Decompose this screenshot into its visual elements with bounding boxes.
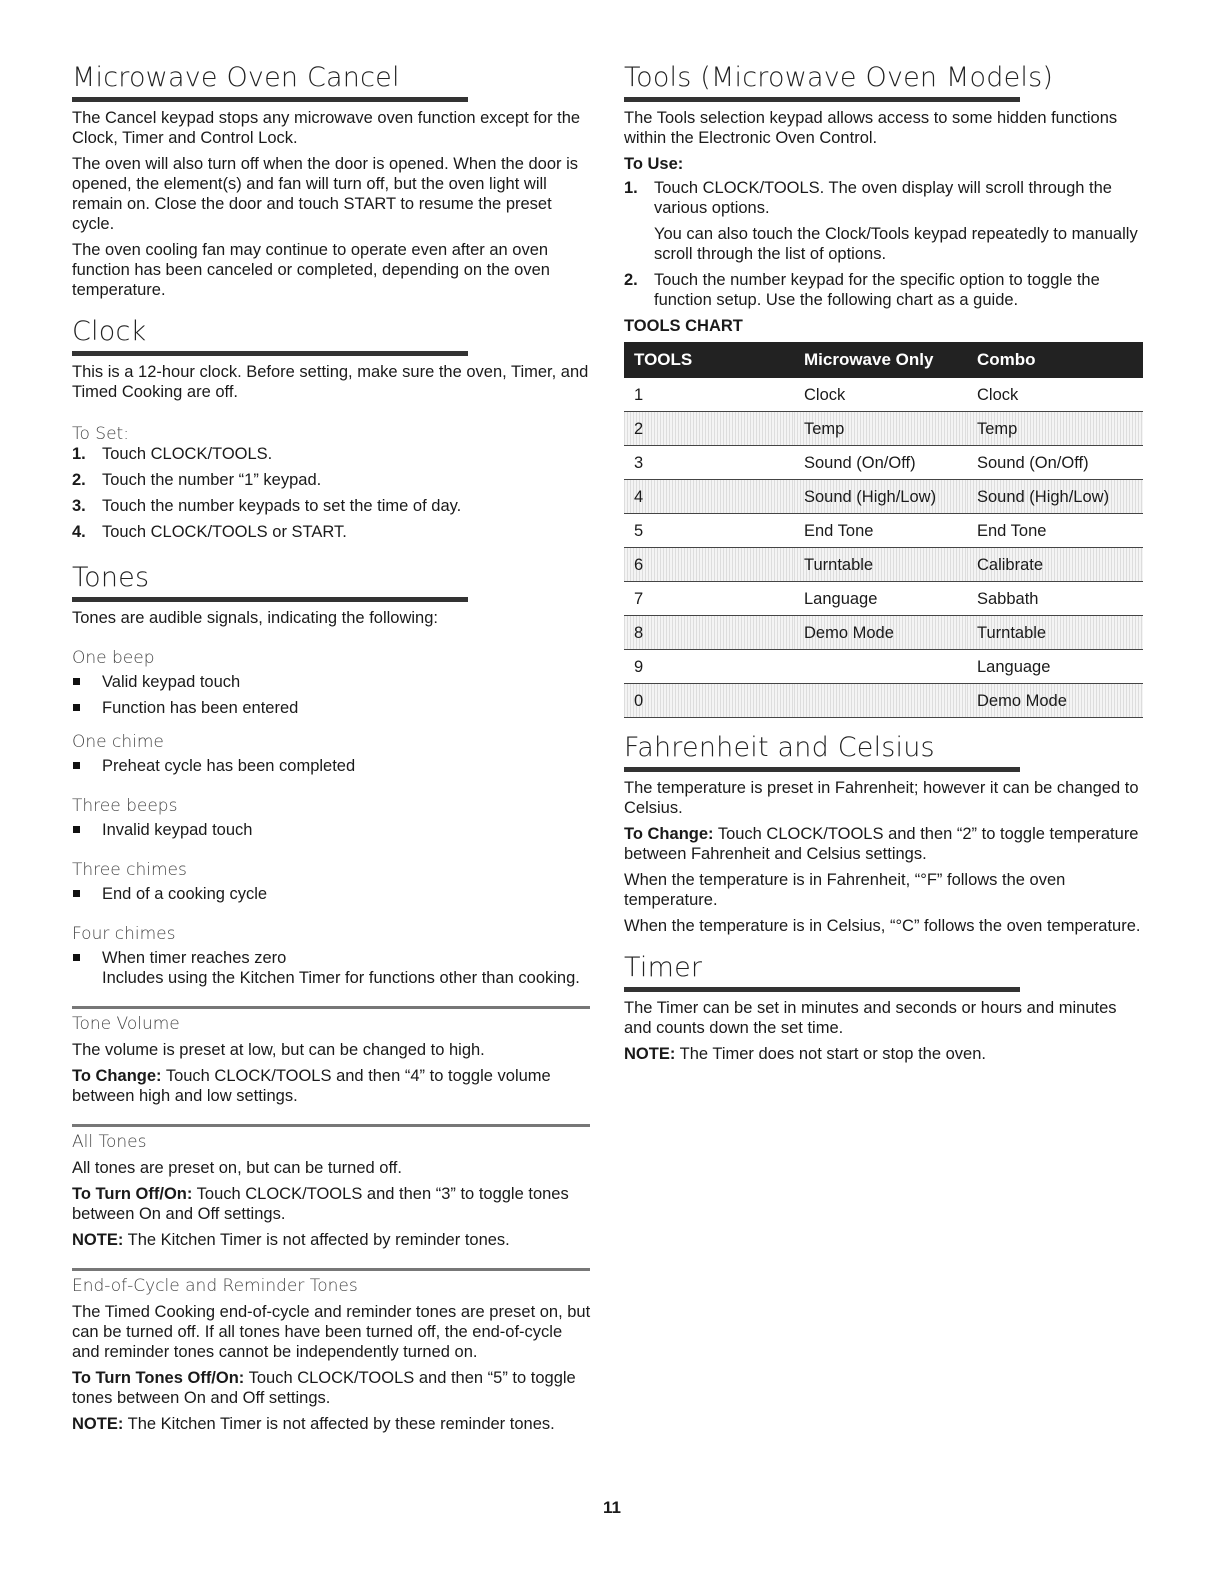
step-number: 2. xyxy=(72,471,86,489)
note-label: NOTE: xyxy=(72,1231,124,1249)
table-cell: Demo Mode xyxy=(967,684,1143,718)
note-label: NOTE: xyxy=(72,1415,124,1433)
step-text: Touch the number “1” keypad. xyxy=(102,471,322,489)
clock-step xyxy=(72,470,592,490)
table-row xyxy=(624,480,1143,514)
clock-heading: Clock xyxy=(72,316,147,347)
label: To Turn Tones Off/On: xyxy=(72,1369,245,1387)
table-row xyxy=(624,650,1143,684)
left-column xyxy=(72,62,592,1440)
table-cell: 1 xyxy=(624,378,794,412)
step-number: 1. xyxy=(624,179,638,197)
step-note: You can also touch the Clock/Tools keypad repeatedly to manually scroll through the list of options. xyxy=(654,225,1138,263)
fahrenheit-celsius-heading: Fahrenheit and Celsius xyxy=(624,732,935,763)
paragraph: The Cancel keypad stops any microwave oven function except for the Clock, Timer and Control Lock. xyxy=(72,109,581,147)
table-cell: Language xyxy=(794,582,967,616)
table-cell: Clock xyxy=(794,378,967,412)
clock-step xyxy=(72,522,592,542)
text: Touch CLOCK/TOOLS and then “5” to toggle tones between On and Off settings. xyxy=(72,1369,576,1407)
tones-heading: Tones xyxy=(72,562,150,593)
paragraph xyxy=(72,1066,592,1106)
clock-step xyxy=(72,444,592,464)
table-cell: Temp xyxy=(967,412,1143,446)
table-cell: Sound (On/Off) xyxy=(967,446,1143,480)
paragraph: This is a 12-hour clock. Before setting, make sure the oven, Timer, and Timed Cooking are off. xyxy=(72,363,589,401)
table-cell: 3 xyxy=(624,446,794,480)
step xyxy=(624,178,1144,218)
paragraph: When the temperature is in Celsius, “°C” follows the oven temperature. xyxy=(624,917,1141,935)
label: To Turn Off/On: xyxy=(72,1185,193,1203)
table-row xyxy=(624,412,1143,446)
text: The Kitchen Timer is not affected by these reminder tones. xyxy=(123,1415,555,1433)
step-number: 4. xyxy=(72,523,86,541)
column-header: Combo xyxy=(967,342,1143,378)
to-use-label: To Use: xyxy=(624,155,684,173)
step-text: Touch CLOCK/TOOLS. The oven display will scroll through the various options. xyxy=(654,179,1112,217)
table-row xyxy=(624,514,1143,548)
table-cell: Language xyxy=(967,650,1143,684)
heading-rule xyxy=(624,97,1020,102)
column-header: Microwave Only xyxy=(794,342,967,378)
list-item: Valid keypad touch xyxy=(72,672,592,692)
paragraph: The Tools selection keypad allows access to some hidden functions within the Electronic Oven Control. xyxy=(624,109,1118,147)
step-text: Touch the number keypads to set the time of day. xyxy=(102,497,462,515)
paragraph: The volume is preset at low, but can be changed to high. xyxy=(72,1041,485,1059)
table-row xyxy=(624,582,1143,616)
table-cell: 2 xyxy=(624,412,794,446)
paragraph: The oven cooling fan may continue to operate even after an oven function has been canceled or completed, depending on the oven temperature. xyxy=(72,241,550,299)
table-cell: Clock xyxy=(967,378,1143,412)
three-chimes-subheading: Three chimes xyxy=(72,860,187,880)
table-row xyxy=(624,446,1143,480)
tools-chart-title: TOOLS CHART xyxy=(624,317,743,335)
table-cell: Turntable xyxy=(794,548,967,582)
three-beeps-subheading: Three beeps xyxy=(72,796,178,816)
step-number: 2. xyxy=(624,271,638,289)
label: To Change: xyxy=(624,825,714,843)
paragraph: The oven will also turn off when the door is opened. When the door is opened, the element(s) and fan will turn off, but the oven light will remain on. Close the door and touch START to resume the preset cycle. xyxy=(72,155,578,233)
heading-rule xyxy=(624,767,1020,772)
table-cell: 4 xyxy=(624,480,794,514)
list-item: Preheat cycle has been completed xyxy=(72,756,592,776)
table-cell: Sound (High/Low) xyxy=(967,480,1143,514)
heading-rule xyxy=(72,97,468,102)
end-of-cycle-subheading: End-of-Cycle and Reminder Tones xyxy=(72,1276,358,1296)
tools-chart-body xyxy=(624,378,1143,718)
heading-rule xyxy=(72,597,468,602)
heading-rule xyxy=(72,351,468,356)
paragraph xyxy=(72,1184,592,1224)
four-chimes-subheading: Four chimes xyxy=(72,924,176,944)
text: The Kitchen Timer is not affected by reminder tones. xyxy=(123,1231,510,1249)
text: Touch CLOCK/TOOLS and then “3” to toggle tones between On and Off settings. xyxy=(72,1185,569,1223)
paragraph: Tones are audible signals, indicating the following: xyxy=(72,609,438,627)
table-cell xyxy=(794,650,967,684)
column-header: TOOLS xyxy=(624,342,794,378)
tone-volume-subheading: Tone Volume xyxy=(72,1014,180,1034)
table-cell: 8 xyxy=(624,616,794,650)
paragraph: All tones are preset on, but can be turned off. xyxy=(72,1159,402,1177)
section-divider xyxy=(72,1124,590,1127)
section-divider xyxy=(72,1268,590,1271)
table-cell: Demo Mode xyxy=(794,616,967,650)
tools-chart-table xyxy=(624,342,1143,718)
table-row xyxy=(624,378,1143,412)
page-number: 11 xyxy=(603,1498,621,1517)
text: Touch CLOCK/TOOLS and then “4” to toggle volume between high and low settings. xyxy=(72,1067,551,1105)
table-cell: Temp xyxy=(794,412,967,446)
table-cell: 0 xyxy=(624,684,794,718)
microwave-cancel-heading: Microwave Oven Cancel xyxy=(72,62,400,93)
table-header-row xyxy=(624,342,1143,378)
paragraph: The Timer can be set in minutes and seconds or hours and minutes and counts down the set time. xyxy=(624,999,1117,1037)
table-cell: Sound (On/Off) xyxy=(794,446,967,480)
list-item: Invalid keypad touch xyxy=(72,820,592,840)
paragraph xyxy=(72,1368,592,1408)
one-chime-subheading: One chime xyxy=(72,732,164,752)
table-row xyxy=(624,548,1143,582)
step-text: Touch CLOCK/TOOLS. xyxy=(102,445,273,463)
step-text: Touch CLOCK/TOOLS or START. xyxy=(102,523,347,541)
one-beep-subheading: One beep xyxy=(72,648,155,668)
step-number: 3. xyxy=(72,497,86,515)
table-cell: Calibrate xyxy=(967,548,1143,582)
table-cell xyxy=(794,684,967,718)
table-cell: 7 xyxy=(624,582,794,616)
label: To Change: xyxy=(72,1067,162,1085)
section-divider xyxy=(72,1006,590,1009)
step-text: Touch the number keypad for the specific option to toggle the function setup. Use the following chart as a guide. xyxy=(654,271,1100,309)
paragraph: When the temperature is in Fahrenheit, “°F” follows the oven temperature. xyxy=(624,871,1066,909)
table-row xyxy=(624,684,1143,718)
table-row xyxy=(624,616,1143,650)
text: The Timer does not start or stop the oven. xyxy=(675,1045,986,1063)
table-cell: End Tone xyxy=(794,514,967,548)
table-cell: 9 xyxy=(624,650,794,684)
to-set-subheading: To Set: xyxy=(72,424,129,444)
note xyxy=(72,1414,592,1434)
tools-heading: Tools (Microwave Oven Models) xyxy=(624,62,1054,93)
step-number: 1. xyxy=(72,445,86,463)
clock-step xyxy=(72,496,592,516)
clock-steps-list xyxy=(72,444,592,542)
right-column xyxy=(624,62,1144,1070)
table-cell: Sabbath xyxy=(967,582,1143,616)
table-cell: Turntable xyxy=(967,616,1143,650)
paragraph: The Timed Cooking end-of-cycle and reminder tones are preset on, but can be turned off. If all tones have been turned off, the end-of-cycle and reminder tones cannot be independently turned on. xyxy=(72,1303,591,1361)
list-item: When timer reaches zero xyxy=(72,948,592,968)
table-cell: Sound (High/Low) xyxy=(794,480,967,514)
paragraph xyxy=(624,824,1144,864)
text: Touch CLOCK/TOOLS and then “2” to toggle temperature between Fahrenheit and Celsius settings. xyxy=(624,825,1139,863)
list-item: Function has been entered xyxy=(72,698,592,718)
paragraph: The temperature is preset in Fahrenheit; however it can be changed to Celsius. xyxy=(624,779,1139,817)
all-tones-subheading: All Tones xyxy=(72,1132,147,1152)
note xyxy=(72,1230,592,1250)
step xyxy=(624,270,1144,310)
table-cell: 6 xyxy=(624,548,794,582)
heading-rule xyxy=(624,987,1020,992)
note xyxy=(624,1044,1144,1064)
table-cell: End Tone xyxy=(967,514,1143,548)
timer-heading: Timer xyxy=(624,952,703,983)
note-label: NOTE: xyxy=(624,1045,676,1063)
paragraph: Includes using the Kitchen Timer for functions other than cooking. xyxy=(102,969,580,987)
table-cell: 5 xyxy=(624,514,794,548)
list-item: End of a cooking cycle xyxy=(72,884,592,904)
